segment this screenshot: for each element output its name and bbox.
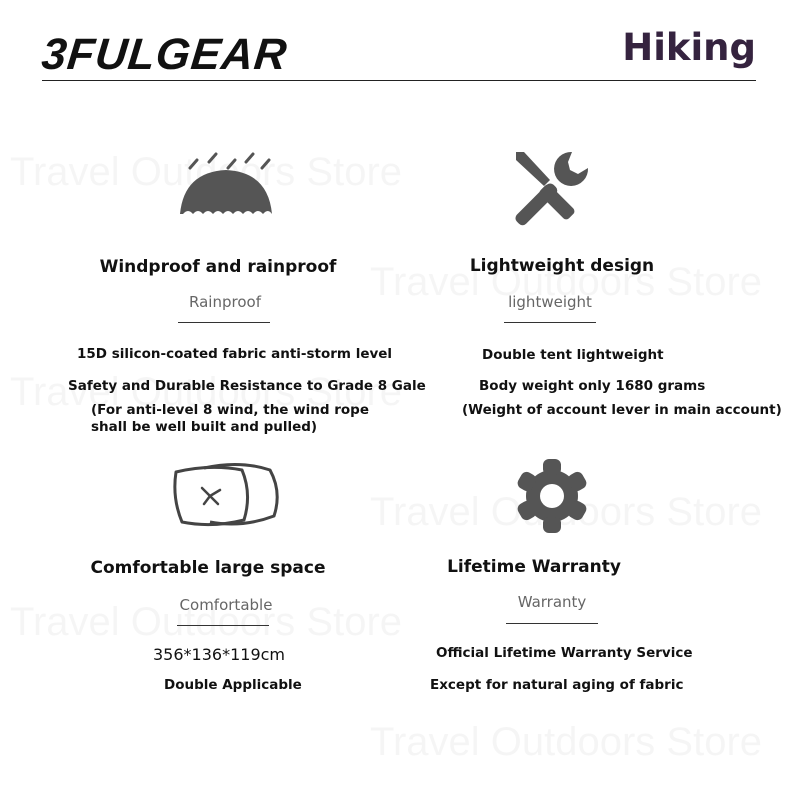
pillow-icon [170,458,282,534]
gear-icon [514,458,590,538]
feature-detail: Except for natural aging of fabric [430,677,684,693]
feature-detail: shall be well built and pulled) [91,419,318,435]
feature-divider [506,623,598,624]
feature-title: Comfortable large space [90,558,326,578]
feature-subtitle: Rainproof [189,293,261,311]
feature-detail: 356*136*119cm [153,645,285,664]
umbrella-rain-icon [176,150,276,224]
feature-title: Windproof and rainproof [99,257,337,277]
feature-divider [504,322,596,323]
watermark-text [370,720,762,765]
feature-subtitle: Warranty [517,593,587,611]
feature-detail: Safety and Durable Resistance to Grade 8 Gale [68,378,426,394]
feature-detail: (For anti-level 8 wind, the wind rope [91,402,369,418]
feature-divider [178,322,270,323]
feature-detail: (Weight of account lever in main account) [462,402,782,418]
feature-divider [177,625,269,626]
feature-title: Lifetime Warranty [447,557,621,577]
feature-detail: 15D silicon-coated fabric anti-storm level [77,346,393,362]
header-divider [42,80,756,81]
feature-title: Lightweight design [469,256,655,276]
feature-detail: Official Lifetime Warranty Service [436,645,693,661]
feature-subtitle: Comfortable [179,596,273,614]
feature-subtitle: lightweight [508,293,592,311]
feature-detail: Double tent lightweight [482,347,664,363]
brand-logo: 3FULGEAR [39,30,290,79]
feature-detail: Body weight only 1680 grams [479,378,706,394]
category-title: Hiking [622,26,756,69]
wrench-screwdriver-icon [510,148,592,234]
feature-detail: Double Applicable [164,677,302,693]
